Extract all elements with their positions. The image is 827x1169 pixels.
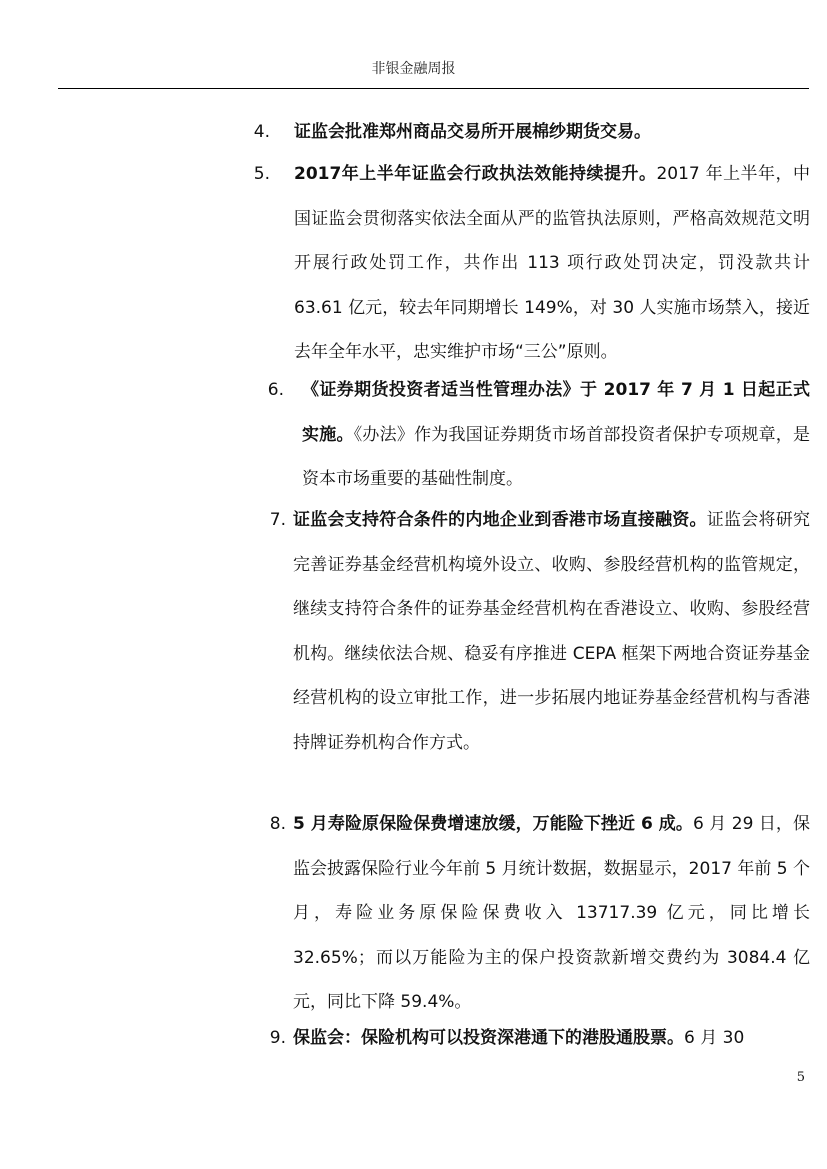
item-headline: 2017年上半年证监会行政执法效能持续提升。	[294, 164, 657, 184]
list-item	[0, 110, 827, 155]
item-headline: 保监会：保险机构可以投资深港通下的港股通股票。	[293, 1028, 684, 1048]
item-headline: 5 月寿险原保险保费增速放缓，万能险下挫近 6 成。	[293, 814, 693, 834]
item-text: 6 月 30	[684, 1028, 745, 1048]
report-header-title: 非银金融周报	[371, 61, 456, 77]
item-number: 8.	[269, 814, 286, 834]
item-number: 6.	[267, 380, 284, 400]
list-item	[0, 1016, 827, 1061]
item-headline: 证监会批准郑州商品交易所开展棉纱期货交易。	[294, 122, 651, 142]
item-number: 5.	[253, 164, 270, 184]
item-text: 2017 年上半年，中国证监会贯彻落实依法全面从严的监管执法原则，严格高效规范文明开展行政处罚工作，共作出 113 项行政处罚决定，罚没款共计 63.61 亿元，较去年同期增长 149%，对 30 人实施市场禁入，接近去年全年水平，忠实维护市场“三公”原则。	[294, 164, 810, 362]
list-item	[0, 802, 827, 1022]
list-item	[0, 152, 827, 382]
item-text: 证监会将研究完善证券基金经营机构境外设立、收购、参股经营机构的监管规定，继续支持符合条件的证券基金经营机构在香港设立、收购、参股经营机构。继续依法合规、稳妥有序推进 CEPA 框架下两地合资证券基金经营机构的设立审批工作，进一步拓展内地证券基金经营机构与香港持牌证券机构合作方式。	[293, 510, 811, 753]
page-number: 5	[796, 1070, 805, 1085]
item-body	[294, 152, 810, 375]
item-text: 6 月 29 日，保监会披露保险行业今年前 5 月统计数据，数据显示，2017 年前 5 个月，寿险业务原保险保费收入 13717.39 亿元，同比增长 32.65%；而以万能险为主的保户投资款新增交费约为 3084.4 亿元，同比下降 59.4%。	[293, 814, 810, 1012]
list-item	[0, 498, 827, 808]
item-body	[293, 498, 810, 765]
item-body	[294, 110, 810, 155]
header-rule	[58, 88, 809, 89]
item-headline: 证监会支持符合条件的内地企业到香港市场直接融资。	[293, 510, 707, 530]
item-body	[293, 802, 810, 1025]
item-text: 《办法》作为我国证券期货市场首部投资者保护专项规章，是资本市场重要的基础性制度。	[302, 424, 811, 489]
item-body	[302, 368, 810, 502]
item-headline: 《证券期货投资者适当性管理办法》于 2017 年 7 月 1 日起正式实施。	[302, 380, 810, 445]
item-number: 7.	[269, 510, 286, 530]
list-item	[0, 368, 827, 508]
item-body	[293, 1016, 810, 1061]
item-number: 4.	[253, 122, 270, 142]
item-number: 9.	[269, 1028, 286, 1048]
